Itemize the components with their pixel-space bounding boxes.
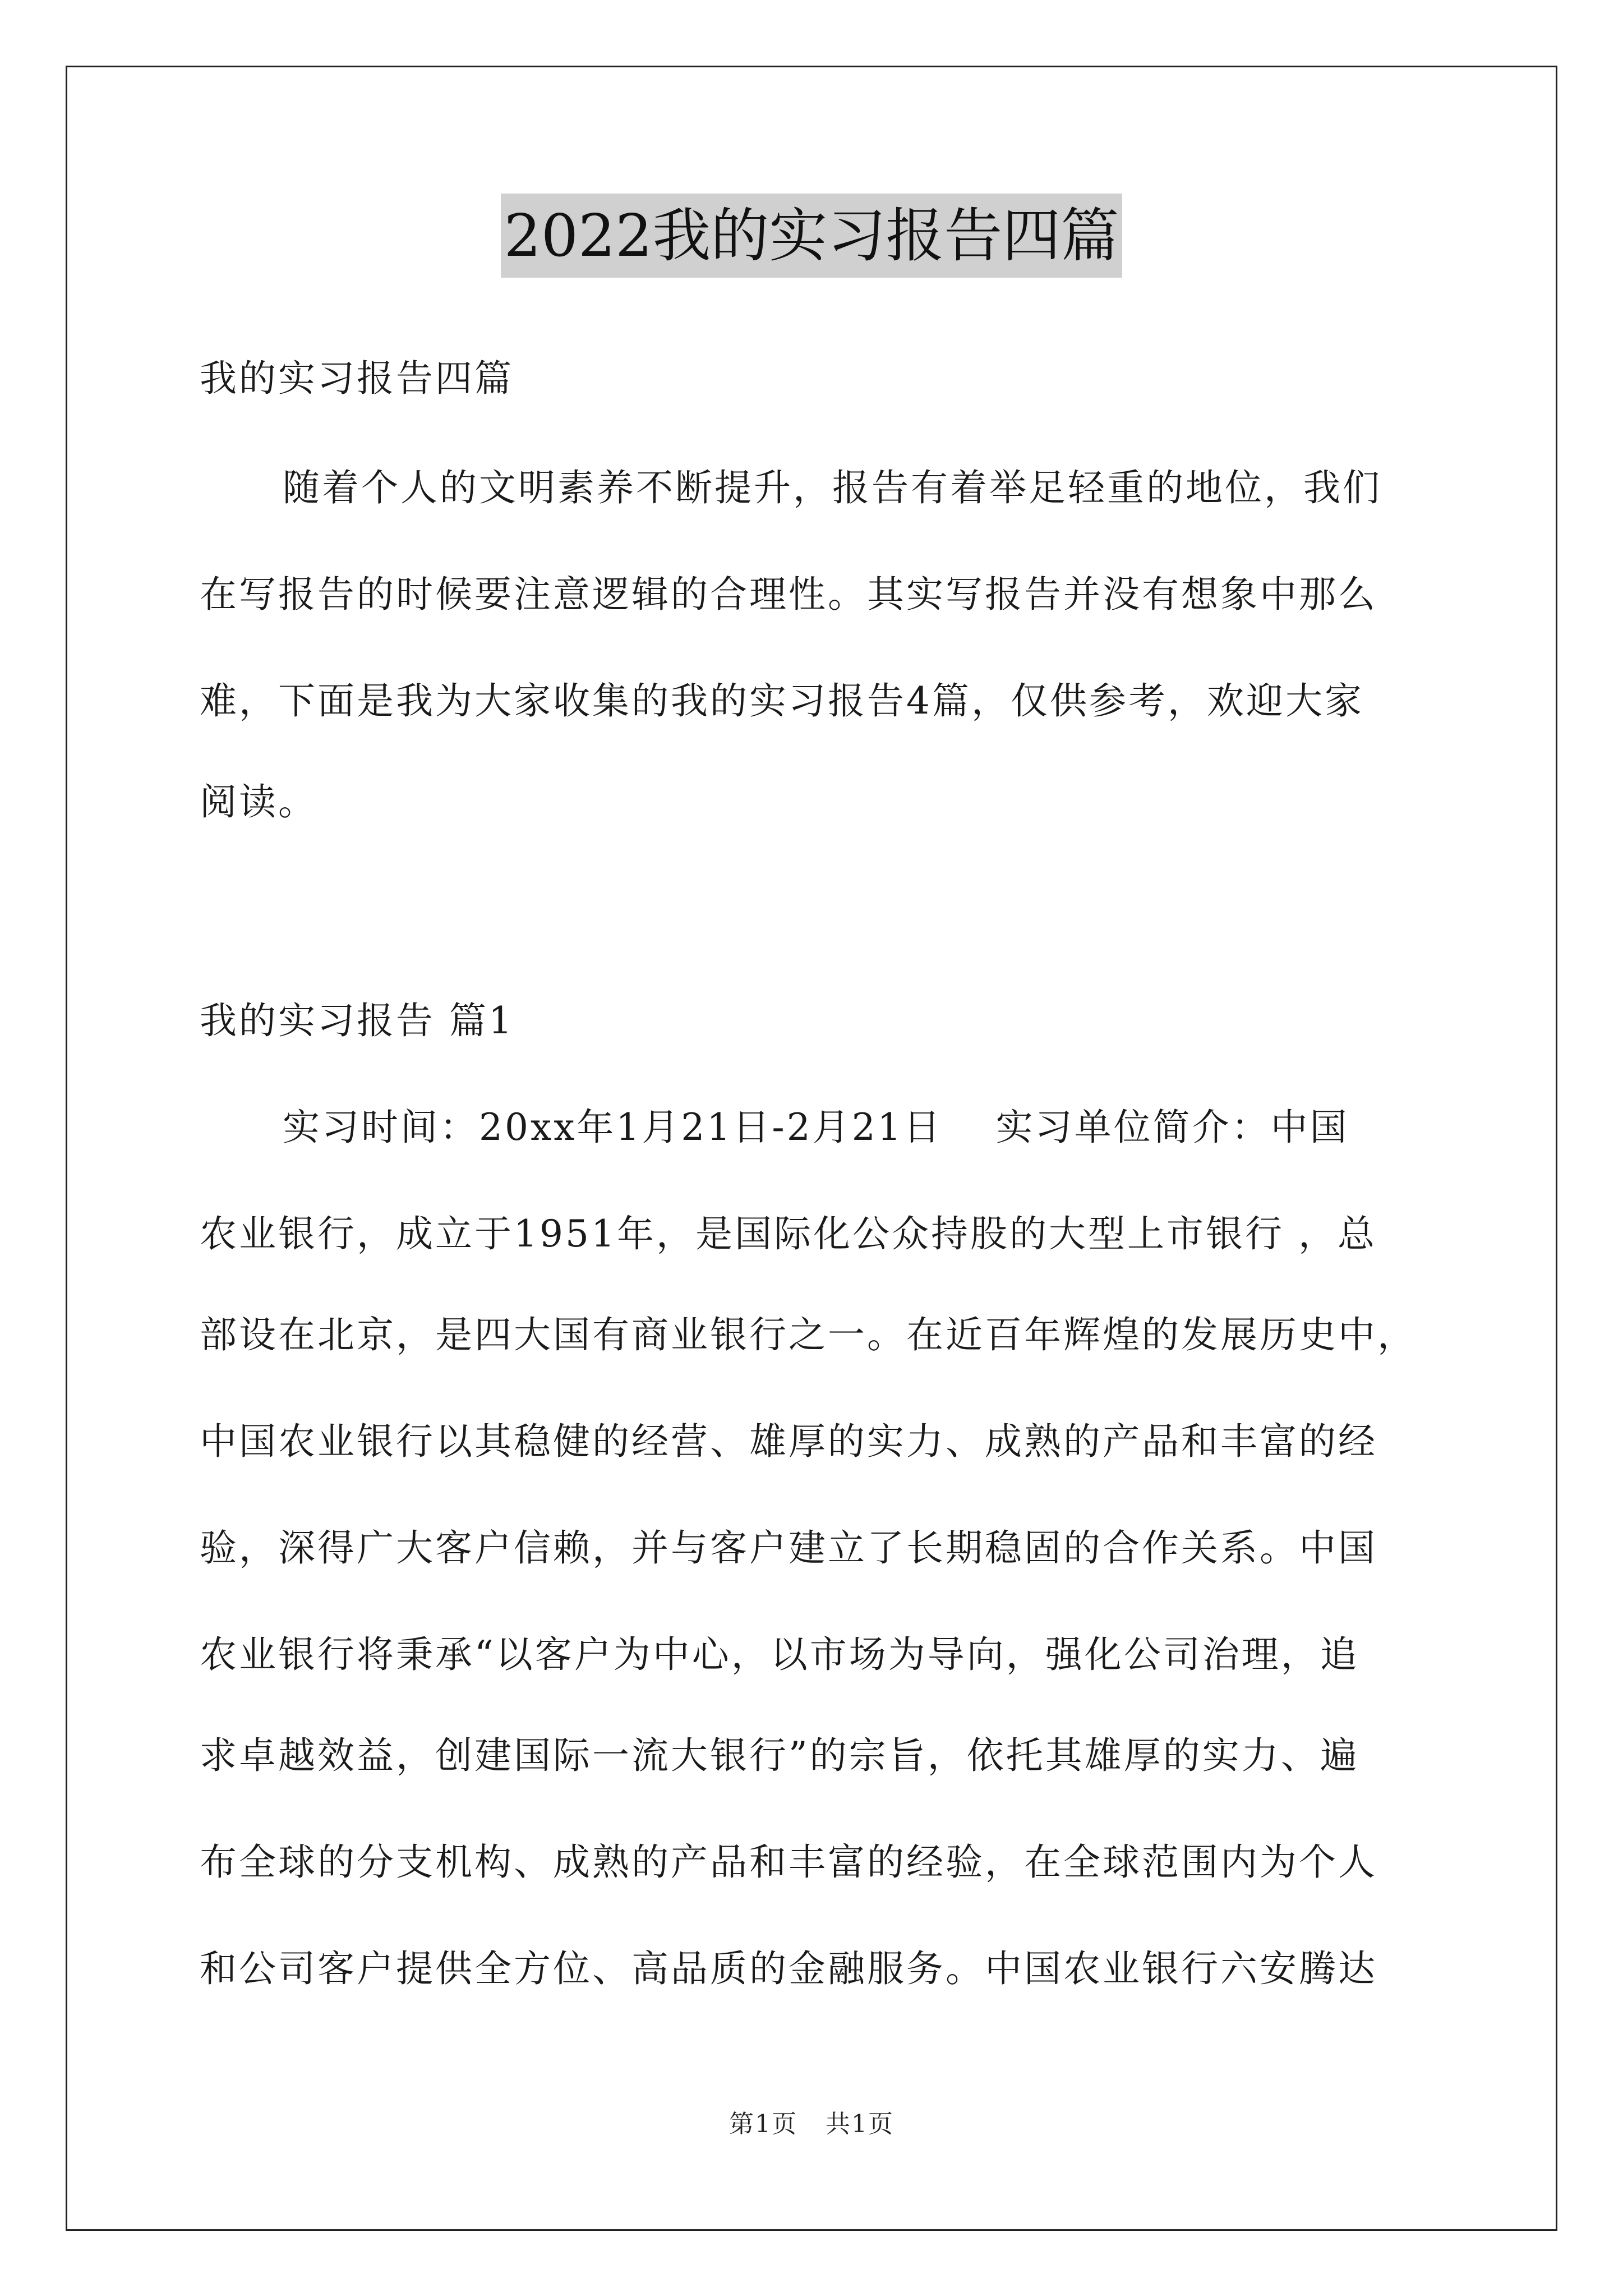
title-container [0,194,1623,278]
section-heading: 我的实习报告 篇1 [200,999,514,1042]
document-title: 2022我的实习报告四篇 [501,194,1123,278]
subtitle: 我的实习报告四篇 [200,357,514,400]
page-total: 共1页 [826,2110,894,2138]
intro-line-4: 阅读。 [200,780,317,823]
section-line-4: 中国农业银行以其稳健的经营、雄厚的实力、成熟的产品和丰富的经 [200,1420,1377,1463]
section-line-8: 布全球的分支机构、成熟的产品和丰富的经验，在全球范围内为个人 [200,1841,1377,1884]
section-line-9: 和公司客户提供全方位、高品质的金融服务。中国农业银行六安腾达 [200,1947,1377,1990]
section-line-5: 验，深得广大客户信赖，并与客户建立了长期稳固的合作关系。中国 [200,1526,1377,1570]
section-line-2: 农业银行，成立于1951年，是国际化公众持股的大型上市银行 ，总 [200,1212,1377,1255]
intro-line-1: 随着个人的文明素养不断提升，报告有着举足轻重的地位，我们 [283,466,1382,509]
page-footer [0,2104,1623,2139]
section-line-1: 实习时间：20xx年1月21日-2月21日 实习单位简介：中国 [283,1106,1349,1149]
intro-line-2: 在写报告的时候要注意逻辑的合理性。其实写报告并没有想象中那么 [200,573,1377,616]
intro-line-3: 难，下面是我为大家收集的我的实习报告4篇，仅供参考，欢迎大家 [200,679,1364,723]
section-line-7: 求卓越效益，创建国际一流大银行”的宗旨，依托其雄厚的实力、遍 [200,1734,1359,1777]
page-number: 第1页 [729,2110,797,2138]
section-line-6: 农业银行将秉承“以客户为中心，以市场为导向，强化公司治理，追 [200,1633,1359,1676]
section-line-3: 部设在北京，是四大国有商业银行之一。在近百年辉煌的发展历史中， [200,1313,1417,1356]
